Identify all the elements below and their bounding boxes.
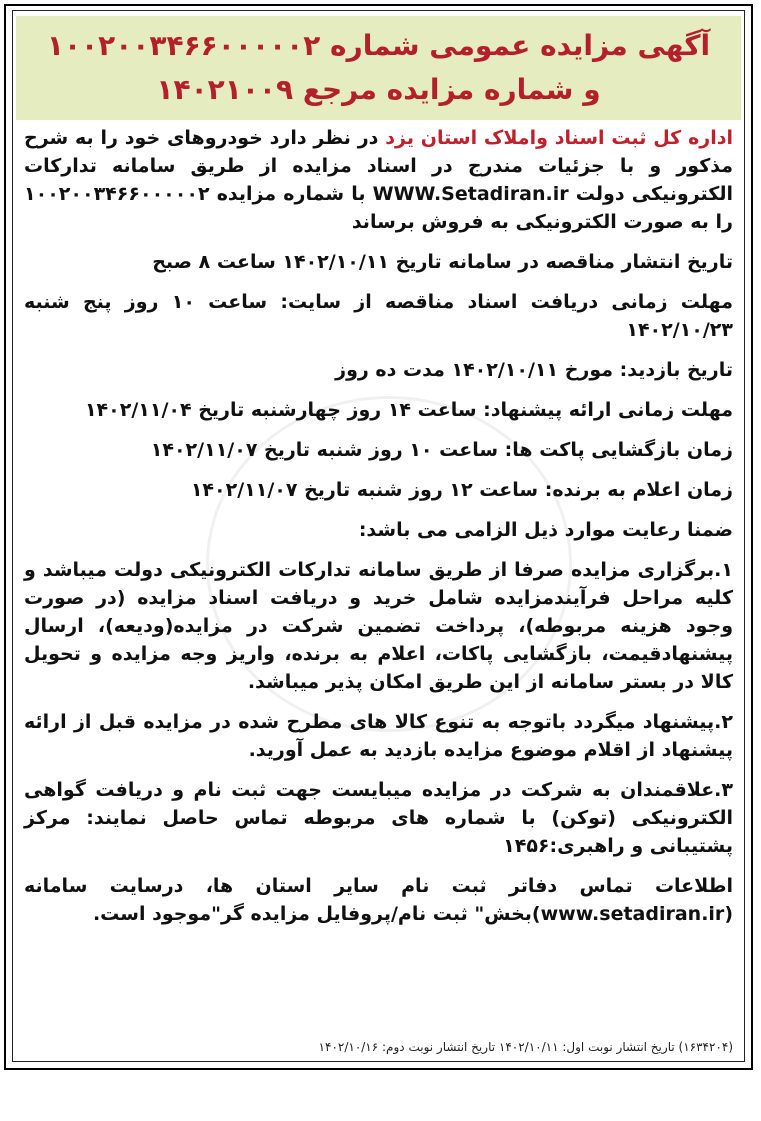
schedule-row bbox=[24, 288, 733, 344]
contact-paragraph: اطلاعات تماس دفاتر ثبت نام سایر استان ها، درسایت سامانه (www.setadiran.ir)بخش" ثبت نام/پروفایل مزایده گر"موجود است. bbox=[24, 875, 733, 925]
schedule-value: مورخ ۱۴۰۲/۱۰/۱۱ مدت ده روز bbox=[335, 359, 620, 381]
list-item: ۱.برگزاری مزایده صرفا از طریق سامانه تدارکات الکترونیکی دولت میباشد و کلیه مراحل فرآیندمزایده شامل خرید و دریافت اسناد مزایده (در صورت وجود هزینه مربوطه)، پرداخت تضمین شرکت در مزایده(ودیعه)، ارسال پیشنهادقیمت، بازگشایی پاکات، اعلام به برنده، واریز وجه مزایده و تحویل کالا در بستر سامانه از این طریق امکان پذیر میباشد. bbox=[24, 559, 733, 693]
publication-dates: (۱۶۳۴۲۰۴) تاریخ انتشار نوبت اول: ۱۴۰۲/۱۰/۱۱ تاریخ انتشار نوبت دوم: ۱۴۰۲/۱۰/۱۶ bbox=[318, 1040, 733, 1054]
notice-body bbox=[24, 124, 733, 928]
notice-frame bbox=[4, 4, 753, 1070]
schedule-label: تاریخ بازدید: bbox=[619, 359, 733, 381]
list-item: ۲.پیشنهاد میگردد باتوجه به تنوع کالا های مطرح شده در مزایده قبل از ارائه پیشنهاد از اقلام موضوع مزایده بازدید به عمل آورید. bbox=[24, 711, 733, 761]
schedule-label: مهلت زمانی دریافت اسناد مناقصه از سایت: bbox=[280, 291, 733, 313]
schedule-label: مهلت زمانی ارائه پیشنهاد: bbox=[483, 399, 733, 421]
schedule-label: زمان اعلام به برنده: bbox=[544, 479, 733, 501]
schedule-value: تاریخ ۱۴۰۲/۱۰/۱۱ ساعت ۸ صبح bbox=[152, 251, 449, 273]
schedule-row bbox=[24, 356, 733, 384]
schedule-value: ساعت ۱۰ روز شنبه تاریخ ۱۴۰۲/۱۱/۰۷ bbox=[150, 439, 505, 461]
intro-text: در نظر دارد خودروهای خود را به شرح مذکور و با جزئیات مندرج در اسناد مزایده از طریق سامانه تدارکات الکترونیکی دولت WWW.Setadiran.ir با شماره مزایده ۱۰۰۲۰۰۳۴۶۶۰۰۰۰۰۲ را به صورت الکترونیکی به فروش برساند bbox=[24, 127, 733, 233]
notice-header bbox=[16, 16, 741, 120]
schedule-label: تاریخ انتشار مناقصه در سامانه bbox=[448, 251, 733, 273]
header-title-line1: آگهی مزایده عمومی شماره ۱۰۰۲۰۰۳۴۶۶۰۰۰۰۰۲ bbox=[46, 29, 711, 62]
schedule-row bbox=[24, 396, 733, 424]
schedule-row bbox=[24, 248, 733, 276]
schedule-row bbox=[24, 436, 733, 464]
schedule-value: ساعت ۱۴ روز چهارشنبه تاریخ ۱۴۰۲/۱۱/۰۴ bbox=[84, 399, 484, 421]
list-item: ۳.علاقمندان به شرکت در مزایده میبایست جهت ثبت نام و دریافت گواهی الکترونیکی (توکن) با شماره های مربوطه تماس حاصل نمایند: مرکز پشتیبانی و راهبری:۱۴۵۶ bbox=[24, 779, 733, 857]
notice-line: ضمنا رعایت موارد ذیل الزامی می باشد: bbox=[358, 519, 733, 541]
schedule-value: ساعت ۱۰ روز پنج شنبه ۱۴۰۲/۱۰/۲۳ bbox=[24, 291, 733, 341]
header-title-line2: و شماره مزایده مرجع ۱۴۰۲۱۰۰۹ bbox=[156, 73, 601, 106]
schedule-label: زمان بازگشایی پاکت ها: bbox=[504, 439, 733, 461]
schedule-row bbox=[24, 476, 733, 504]
intro-paragraph bbox=[24, 124, 733, 236]
organization-name: اداره کل ثبت اسناد واملاک استان یزد bbox=[385, 127, 733, 149]
schedule-value: ساعت ۱۲ روز شنبه تاریخ ۱۴۰۲/۱۱/۰۷ bbox=[190, 479, 545, 501]
